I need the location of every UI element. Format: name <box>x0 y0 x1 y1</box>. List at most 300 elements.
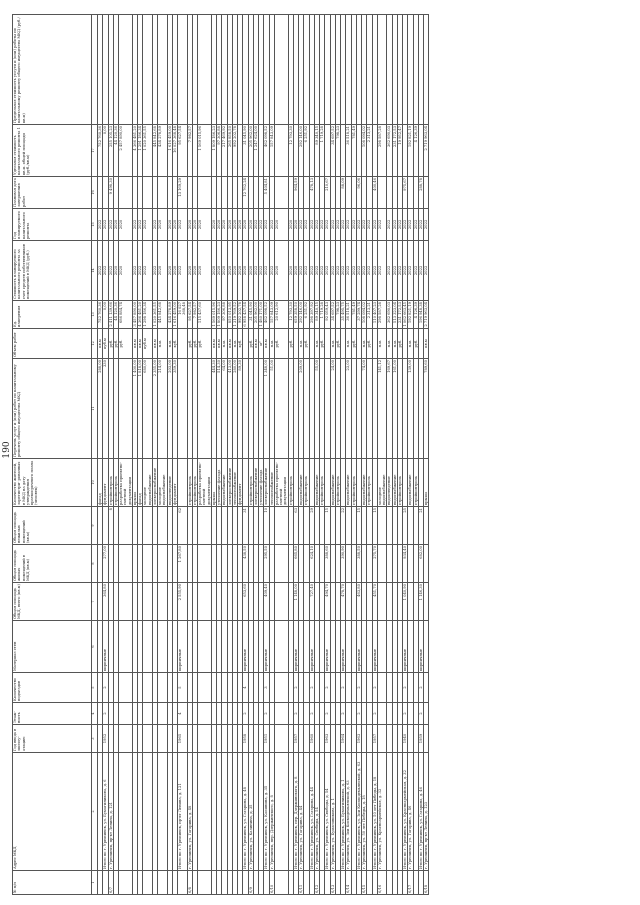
table-cell: 2022 <box>253 241 258 301</box>
table-cell: 2022 <box>143 209 153 241</box>
table-cell: 2022 <box>367 241 372 301</box>
table-cell <box>274 703 288 725</box>
table-cell: 37 299,74 <box>356 301 361 329</box>
table-cell: 277,00 <box>103 545 108 583</box>
table-cell: кв.м <box>138 329 143 359</box>
table-cell: 12 793,30 <box>288 125 293 177</box>
table-cell: 2022 <box>143 241 153 301</box>
table-cell: 8 <box>108 507 113 545</box>
table-cell: 680,00 <box>143 359 153 459</box>
table-cell: 3 <box>264 673 269 703</box>
table-cell: п.м. <box>269 329 274 359</box>
table-cell: 31 045,90 <box>243 125 248 177</box>
table-cell: 139,00 <box>408 359 413 459</box>
col-number: 6 <box>92 621 98 673</box>
table-cell: 2022 <box>269 209 274 241</box>
table-cell <box>198 507 212 545</box>
table-cell: 2 <box>264 703 269 725</box>
table-body <box>98 15 429 895</box>
table-cell: 110 407,23 <box>372 301 377 329</box>
table-cell: 108 094,02 <box>362 125 367 177</box>
table-cell: стройконтроль <box>187 459 192 507</box>
table-cell: 1959 <box>418 725 423 753</box>
table-cell: 2022 <box>132 209 137 241</box>
table-cell: стройконтроль <box>248 459 253 507</box>
table-cell: г. Урюпинск, ул. Красноармейская, д. 32 <box>377 753 387 871</box>
table-cell <box>377 545 387 583</box>
table-cell: 2 <box>325 673 330 703</box>
table-cell: 2022 <box>351 241 356 301</box>
col-header: Предельная стоимость услуги и (или) работы по капитальному ремонту общего имущества МКД (руб./кв.м) <box>13 15 92 125</box>
table-cell: крыша <box>132 459 137 507</box>
table-cell: 217 469,92 <box>222 125 227 177</box>
table-cell: 205 962,00 <box>253 301 258 329</box>
table-cell: 413,00 <box>227 359 232 459</box>
table-cell: 1 247 624,00 <box>253 125 258 177</box>
table-cell: кирпичные <box>178 621 188 673</box>
table-cell: 781,49 <box>351 301 356 329</box>
table-cell: 4 <box>243 673 248 703</box>
table-cell: 2022 <box>178 241 188 301</box>
table-cell: 2022 <box>346 209 351 241</box>
table-cell: 36 518,21 <box>346 301 351 329</box>
table-cell: 2020 <box>192 241 197 301</box>
table-cell <box>143 871 153 895</box>
table-row <box>377 15 387 895</box>
table-cell <box>424 725 429 753</box>
table-cell: 2022 <box>269 241 274 301</box>
table-cell: п.м. <box>346 329 351 359</box>
table-cell: кв.м <box>217 329 222 359</box>
table-cell: руб. <box>192 329 197 359</box>
table-cell <box>178 459 188 507</box>
table-cell: 6/12 <box>314 871 319 895</box>
table-cell: 2020 <box>293 241 298 301</box>
table-cell: 992 202,78 <box>238 301 243 329</box>
table-cell: водоснабжение <box>392 459 397 507</box>
table-cell: 330 <box>103 359 108 459</box>
table-cell: 445 842,68 <box>158 301 168 329</box>
table-cell: 1 400,00 <box>132 359 137 459</box>
table-cell <box>178 329 188 359</box>
table-cell: 2022 <box>341 209 346 241</box>
table-cell: водоснабжение <box>346 459 351 507</box>
table-cell: 2022 <box>392 241 397 301</box>
table-cell <box>198 15 212 125</box>
table-cell: 24,00 <box>330 359 335 459</box>
table-cell: 1 040,90 <box>403 583 408 621</box>
table-cell: 0,00 <box>103 301 108 329</box>
table-cell: 400,46 <box>372 177 377 209</box>
table-cell: 2020 <box>248 209 253 241</box>
table-cell: крыша <box>211 459 216 507</box>
table-cell: 2020 <box>167 241 172 301</box>
table-cell: руб. <box>108 329 113 359</box>
table-cell: 295,50 <box>264 545 269 583</box>
table-cell: 1 062 663,45 <box>403 302 407 327</box>
col-number: 8 <box>92 545 98 583</box>
table-cell: кв.м <box>253 329 258 359</box>
table-cell: 2020 <box>274 241 288 301</box>
table-cell: 19 952,47 <box>397 125 402 177</box>
table-cell: 2020 <box>172 209 177 241</box>
table-cell: стройконтроль <box>320 459 325 507</box>
table-cell: 23,00 <box>346 359 351 459</box>
table-cell: Итого по г. Урюпинск, ул. Красноармейская, д. 32 <box>403 753 408 871</box>
table-cell: п.м. <box>330 329 335 359</box>
table-cell: 10 <box>264 507 269 545</box>
table-cell: Итого по г. Урюпинск, ул. Бумагиникова, д. 6 <box>103 753 108 871</box>
table-cell: 434 278,89 <box>167 301 172 329</box>
table-cell: 214,00 <box>158 359 168 459</box>
table-cell: 2020 <box>288 209 293 241</box>
table-cell <box>274 673 288 703</box>
table-cell: 2022 <box>362 209 367 241</box>
table-cell: 4 126,39 <box>413 301 418 329</box>
table-cell: кирпичные <box>325 621 330 673</box>
col-number: 10 <box>92 459 98 507</box>
table-cell: 2020 <box>293 209 298 241</box>
table-cell: 9 498,30 <box>108 177 113 209</box>
table-cell <box>198 177 212 209</box>
table-cell: кирпичные <box>356 621 361 673</box>
col-header: Общая площадь МКД, всего (кв.м) <box>13 583 92 621</box>
table-cell: 789,60 <box>424 359 429 459</box>
table-cell: 2 <box>356 703 361 725</box>
table-cell: 2020 <box>232 241 237 301</box>
col-number: 12 <box>92 329 98 359</box>
table-cell: 2020 <box>211 209 216 241</box>
table-cell: 388,60 <box>325 545 330 583</box>
table-cell: 1 616 459,00 <box>172 302 177 327</box>
table-cell: 362 690,03 <box>387 301 392 329</box>
table-cell: г. Урюпинск, ул. Зои Космодемьянской, д. 63 <box>346 753 351 871</box>
table-cell: 36 518,21 <box>346 125 351 177</box>
table-cell: 2022 <box>377 241 387 301</box>
table-cell <box>158 583 168 621</box>
table-cell: водоснабжение <box>408 459 413 507</box>
table-cell: г. Урюпинск, ул. Калинина, д. 35 <box>248 753 253 871</box>
table-cell: 7 982,57 <box>192 301 197 329</box>
table-cell: 6/9 <box>248 871 253 895</box>
table-cell <box>158 177 168 209</box>
table-cell: 231 172,53 <box>397 301 402 329</box>
table-cell: 2020 <box>119 241 133 301</box>
table-cell: 280,00 <box>232 359 237 459</box>
table-cell: 88,09 <box>341 177 346 209</box>
table-cell: 2022 <box>108 209 113 241</box>
table-cell: 964,59 <box>293 177 298 209</box>
table-cell: 298 397,92 <box>309 301 314 329</box>
table-cell <box>119 725 133 753</box>
col-header: Год планируемого капитального ремонта <box>13 209 92 241</box>
table-cell: 462 098,52 <box>264 125 269 177</box>
col-header: Удельная стоимость капитального ремонта 1 кв.м. общей площади (руб./кв.м) <box>13 125 92 177</box>
table-cell <box>274 871 288 895</box>
table-cell: 2 313,21 <box>367 301 372 329</box>
table-cell: 2022 <box>424 241 429 301</box>
table-cell: 2020 <box>243 209 248 241</box>
table-cell: 192 821,19 <box>408 301 413 329</box>
table-cell: 255 105,23 <box>108 125 113 177</box>
table-cell: 2022 <box>309 209 314 241</box>
table-cell: 3 457 890,00 <box>132 302 137 327</box>
table-cell <box>143 753 153 871</box>
table-cell: 1 719,28 <box>320 301 325 329</box>
table-row <box>143 15 153 895</box>
table-cell: 2022 <box>418 241 423 301</box>
table-cell: 34 697,52 <box>330 301 335 329</box>
table-cell: 2022 <box>346 241 351 301</box>
table-cell: 7 982,57 <box>187 125 192 177</box>
table-cell: 2 719 963,04 <box>424 125 429 177</box>
table-cell: 25 <box>403 507 408 545</box>
table-cell: 2 <box>309 673 314 703</box>
repair-plan-table <box>12 14 429 895</box>
table-cell <box>198 703 212 725</box>
table-cell <box>274 177 288 209</box>
table-cell <box>143 507 153 545</box>
table-cell: 6/16 <box>377 871 387 895</box>
table-cell: 2022 <box>330 209 335 241</box>
table-cell: 2022 <box>356 209 361 241</box>
table-cell: 6/18 <box>424 871 429 895</box>
table-cell: руб. <box>288 329 293 359</box>
table-cell: 1952 <box>103 725 108 753</box>
table-cell: 2022 <box>259 241 264 301</box>
table-cell: холодное водоснабжение <box>377 459 387 507</box>
table-cell: 451,70 <box>372 583 377 621</box>
table-cell: 2 555,90 <box>178 583 188 621</box>
table-cell: г. Урюпинск, ул. Свободы, д. 54 <box>314 753 319 871</box>
table-cell <box>143 725 153 753</box>
table-cell <box>178 15 188 125</box>
table-cell: 798,23 <box>335 301 340 329</box>
table-cell: кв.м <box>132 329 137 359</box>
table-cell <box>158 871 168 895</box>
table-cell: кирпичные <box>403 621 408 673</box>
table-cell: стройконтроль <box>108 459 113 507</box>
table-cell: 2020 <box>243 241 248 301</box>
table-cell <box>377 621 387 673</box>
table-cell <box>158 621 168 673</box>
table-cell: 2020 <box>227 241 232 301</box>
table-cell: 438,50 <box>243 545 248 583</box>
table-cell: 96,06 <box>356 177 361 209</box>
table-cell: электроснабжение <box>264 459 269 507</box>
table-cell: 2022 <box>253 209 258 241</box>
table-cell <box>424 177 429 209</box>
table-cell: стройконтроль <box>335 459 340 507</box>
table-cell: 231 172,53 <box>392 125 397 177</box>
table-cell: 205 962,00 <box>248 125 253 177</box>
col-header: Общая площадь нежилых помещений (кв.м) <box>13 507 92 545</box>
table-cell <box>274 125 288 177</box>
col-number: 16 <box>92 177 98 209</box>
table-cell: стройконтроль <box>367 459 372 507</box>
table-cell: 44 120,36 <box>113 125 118 177</box>
table-cell: фундамент <box>238 459 243 507</box>
table-cell: куб. <box>172 329 177 359</box>
table-cell: кирпичные <box>293 621 298 673</box>
table-cell: 2022 <box>98 241 103 301</box>
table-cell: 15 <box>356 507 361 545</box>
table-cell: г. Урюпинск, ул. Бумагиникова, д. 1 <box>330 753 335 871</box>
table-cell: 1963 <box>356 725 361 753</box>
table-cell: 659 358,50 <box>293 301 298 329</box>
table-cell: 2 411 139,66 <box>108 302 113 327</box>
table-cell: 2020 <box>119 209 133 241</box>
table-cell: 2020 <box>211 241 216 301</box>
table-cell: 203,00 <box>167 359 172 459</box>
col-number: 14 <box>92 241 98 301</box>
table-cell: Итого по г. Урюпинск, ул. Гагарина, д. 44 <box>309 753 314 871</box>
table-cell: 2 <box>309 703 314 725</box>
table-cell: 2022 <box>387 241 392 301</box>
table-cell: 2022 <box>408 241 413 301</box>
table-cell: Итого по г. Урюпинск, ул. 50 лет Победы, д. 18 <box>372 753 377 871</box>
table-cell: 2020 <box>248 241 253 301</box>
table-cell <box>119 621 133 673</box>
table-cell: 210,67 <box>325 177 330 209</box>
col-header: Объем работ <box>13 329 92 359</box>
table-cell: 161,00 <box>392 359 397 459</box>
table-cell: 2022 <box>138 209 143 241</box>
table-cell <box>119 703 133 725</box>
table-cell: разработка проектно-сметной документации <box>119 459 133 507</box>
table-cell: 653,60 <box>243 583 248 621</box>
table-cell: утепление фасада <box>217 459 222 507</box>
table-cell: 2 <box>293 703 298 725</box>
table-cell: 275,70 <box>372 545 377 583</box>
table-cell: 5 404,81 <box>264 177 269 209</box>
table-cell: 2022 <box>320 241 325 301</box>
table-cell: 1 291 186,34 <box>138 125 143 177</box>
table-cell <box>119 545 133 583</box>
table-cell: 1940 <box>403 725 408 753</box>
table-cell <box>158 545 168 583</box>
col-number: 4 <box>92 703 98 725</box>
col-number: 1 <box>92 871 98 895</box>
page-number: 190 <box>2 441 12 459</box>
table-cell: руб. <box>351 329 356 359</box>
col-header: Перечень услуг и (или) работ по капитальному ремонту общего имущества МКД <box>13 359 92 459</box>
table-cell: 1958 <box>243 725 248 753</box>
table-row <box>119 15 133 895</box>
table-cell <box>143 177 153 209</box>
table-cell: руб. <box>335 329 340 359</box>
table-cell: 2022 <box>408 209 413 241</box>
table-cell <box>143 621 153 673</box>
table-cell: 2022 <box>413 209 418 241</box>
table-cell: 108 094,02 <box>362 301 367 329</box>
table-cell: 2022 <box>367 209 372 241</box>
table-cell: 1 319 769,52 <box>232 302 237 327</box>
table-cell: 2022 <box>314 241 319 301</box>
table-cell: 298 587,28 <box>377 301 387 329</box>
table-cell: 2 <box>103 673 108 703</box>
table-cell: 22 <box>341 507 346 545</box>
table-cell: п.м. <box>408 329 413 359</box>
table-cell: кирпичные <box>309 621 314 673</box>
table-cell <box>158 753 168 871</box>
table-cell: 2020 <box>198 241 212 301</box>
table-cell: 157 843,09 <box>269 125 274 177</box>
table-cell: 2 457 890,00 <box>119 125 133 177</box>
table-cell: 6 958 437,54 <box>243 302 248 327</box>
table-cell: 6/14 <box>346 871 351 895</box>
table-cell: 388,50 <box>356 545 361 583</box>
table-cell: руб. <box>274 329 288 359</box>
table-cell: 97 306,88 <box>222 301 227 329</box>
table-cell <box>119 177 133 209</box>
table-cell: 4 366 481,20 <box>132 125 137 177</box>
table-cell: 115 437,60 <box>198 301 212 329</box>
table-cell: 359,30 <box>172 359 177 459</box>
table-cell: 2022 <box>314 209 319 241</box>
table-row <box>274 15 288 895</box>
table-cell: 265 858,50 <box>227 125 232 177</box>
table-cell: руб. <box>304 329 309 359</box>
table-cell: 6/15 <box>362 871 367 895</box>
table-cell: 434 278,89 <box>158 125 168 177</box>
table-cell: 1957 <box>293 725 298 753</box>
table-cell: кирпичные <box>372 621 377 673</box>
table-cell <box>274 359 288 459</box>
table-cell <box>424 673 429 703</box>
table-cell: 1 809 186,23 <box>211 125 216 177</box>
table-cell: 1 616 459,00 <box>167 125 172 177</box>
table-cell <box>424 507 429 545</box>
table-cell: 2022 <box>304 209 309 241</box>
table-cell: 292 146,00 <box>299 301 304 329</box>
table-cell: руб. <box>119 329 133 359</box>
table-cell: 1965 <box>178 725 188 753</box>
table-cell: 2022 <box>418 209 423 241</box>
table-cell: 2020 <box>167 209 172 241</box>
table-cell: 364,80 <box>103 583 108 621</box>
table-cell: 850 013,95 <box>227 301 232 329</box>
table-cell: 1 348,00 <box>264 359 269 459</box>
table-cell: 2 <box>325 703 330 725</box>
table-cell: 1 298 186,34 <box>143 301 153 329</box>
table-cell: 21 <box>418 507 423 545</box>
table-cell: 798,23 <box>335 125 340 177</box>
table-cell: кв.м <box>211 329 216 359</box>
table-cell: 2020 <box>187 241 192 301</box>
table-cell: 2022 <box>330 241 335 301</box>
table-cell: 2022 <box>132 241 137 301</box>
table-cell <box>274 15 288 125</box>
table-cell <box>158 725 168 753</box>
table-cell: 2 719 963,04 <box>424 302 428 327</box>
table-cell: 2020 <box>217 241 222 301</box>
table-cell: 62 <box>178 507 188 545</box>
table-cell: 2022 <box>372 209 377 241</box>
table-cell: теплоснабжение <box>269 459 274 507</box>
table-cell: 2022 <box>103 209 108 241</box>
table-cell: 29 <box>309 507 314 545</box>
table-cell: п.м. <box>167 329 172 359</box>
table-cell: 12 793,30 <box>288 301 293 329</box>
table-cell: п.м. <box>392 329 397 359</box>
table-cell: 2 <box>372 673 377 703</box>
table-cell: 89 340,15 <box>314 125 319 177</box>
table-cell: 6/7 <box>108 871 113 895</box>
table-cell: 2022 <box>387 209 392 241</box>
table-cell: 463,80 <box>356 583 361 621</box>
table-cell <box>119 507 133 545</box>
